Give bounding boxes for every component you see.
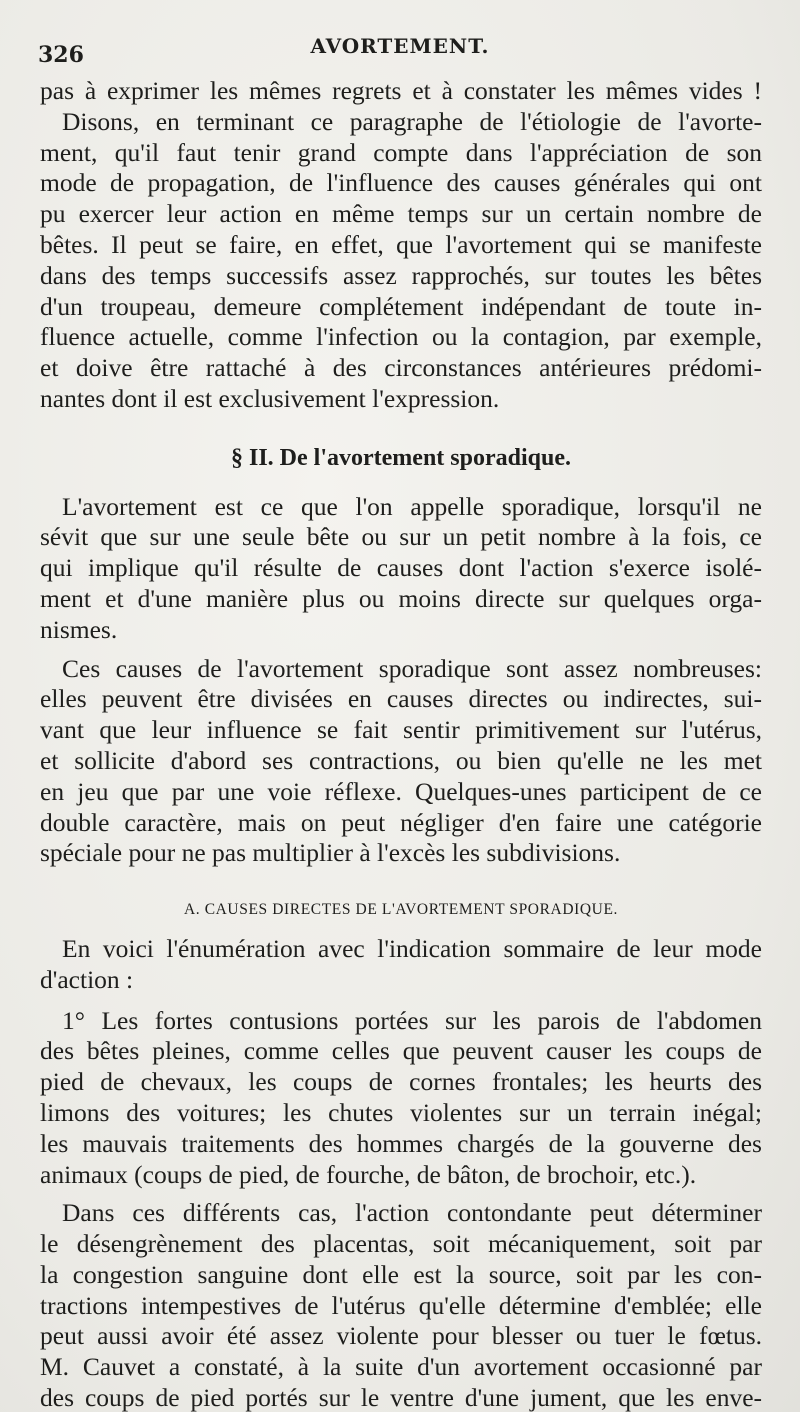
text-line: nismes.	[40, 614, 118, 644]
text-line: pas à exprimer les mêmes regrets et à constater les mêmes vides !	[40, 76, 762, 105]
text-line: mode de propagation, de l'influence des causes générales qui ont	[40, 168, 762, 198]
text-line: dans des temps successifs assez rapprochés, sur toutes les bêtes	[40, 260, 762, 290]
text-line: ment, qu'il faut tenir grand compte dans l'appréciation de son	[40, 137, 762, 167]
text-line: animaux (coups de pied, de fourche, de bâton, de brochoir, etc.).	[40, 1159, 697, 1189]
text-line: tractions intempestives de l'utérus qu'elle détermine d'emblée; elle	[40, 1290, 762, 1320]
text-line: sévit que sur une seule bête ou sur un petit nombre à la fois, ce	[40, 522, 762, 552]
text-line: elles peuvent être divisées en causes directes ou indirectes, sui-	[40, 684, 762, 714]
paragraph-causes	[40, 654, 762, 870]
text-line: fluence actuelle, comme l'infection ou la contagion, par exemple,	[40, 322, 762, 352]
text-line: peut aussi avoir été assez violente pour blesser ou tuer le fœtus.	[40, 1321, 762, 1351]
text-line: d'action :	[40, 964, 134, 994]
text-line: En voici l'énumération avec l'indication sommaire de leur mode	[62, 933, 762, 963]
text-line: Disons, en terminant ce paragraphe de l'étiologie de l'avorte-	[62, 106, 762, 136]
text-line: et doive être rattaché à des circonstances antérieures prédomi-	[40, 353, 762, 383]
text-line: et sollicite d'abord ses contractions, ou bien qu'elle ne les met	[40, 745, 762, 775]
running-title: AVORTEMENT.	[310, 34, 490, 58]
text-line: les mauvais traitements des hommes chargés de la gouverne des	[40, 1128, 762, 1158]
text-line: bêtes. Il peut se faire, en effet, que l'avortement qui se manifeste	[40, 229, 762, 259]
text-line: en jeu que par une voie réflexe. Quelques-unes participent de ce	[40, 776, 762, 806]
subsection-heading: A. CAUSES DIRECTES DE L'AVORTEMENT SPORADIQUE.	[183, 901, 619, 919]
page-body	[40, 76, 762, 1412]
paragraph-contusions	[40, 1006, 762, 1191]
text-line: qui implique qu'il résulte de causes dont l'action s'exerce isolé-	[40, 553, 762, 583]
text-line: pied de chevaux, les coups de cornes frontales; les heurts des	[40, 1067, 762, 1097]
text-line: d'un troupeau, demeure complétement indépendant de toute in-	[40, 291, 762, 321]
text-line: pu exercer leur action en même temps sur un certain nombre de	[40, 199, 762, 229]
text-line: vant que leur influence se fait sentir primitivement sur l'utérus,	[40, 715, 762, 745]
text-line: le désengrènement des placentas, soit mécaniquement, soit par	[40, 1229, 762, 1259]
text-line: spéciale pour ne pas multiplier à l'excès les subdivisions.	[40, 838, 621, 868]
text-line: limons des voitures; les chutes violentes sur un terrain inégal;	[40, 1097, 762, 1127]
text-line: L'avortement est ce que l'on appelle sporadique, lorsqu'il ne	[62, 491, 762, 521]
text-line: des coups de pied portés sur le ventre d'une jument, que les enve-	[40, 1383, 762, 1412]
paragraph-sporadique	[40, 492, 762, 646]
paragraph-cas	[40, 1198, 762, 1412]
text-line: la congestion sanguine dont elle est la source, soit par les con-	[40, 1259, 762, 1289]
page-number: 326	[38, 42, 84, 68]
text-line: Dans ces différents cas, l'action contondante peut déterminer	[62, 1198, 762, 1228]
text-line: des bêtes pleines, comme celles que peuvent causer les coups de	[40, 1036, 762, 1066]
page-header	[38, 30, 762, 66]
paragraph-etiologie	[40, 76, 762, 415]
text-line: 1° Les fortes contusions portées sur les parois de l'abdomen	[62, 1005, 762, 1035]
text-line: ment et d'une manière plus ou moins directe sur quelques orga-	[40, 583, 762, 613]
paragraph-enumeration	[40, 934, 762, 996]
text-line: double caractère, mais on peut négliger d'en faire une catégorie	[40, 807, 762, 837]
text-line: nantes dont il est exclusivement l'expression.	[40, 383, 500, 413]
text-line: M. Cauvet a constaté, à la suite d'un avortement occasionné par	[40, 1352, 762, 1382]
text-line: Ces causes de l'avortement sporadique sont assez nombreuses:	[62, 653, 762, 683]
section-heading: § II. De l'avortement sporadique.	[231, 444, 571, 471]
